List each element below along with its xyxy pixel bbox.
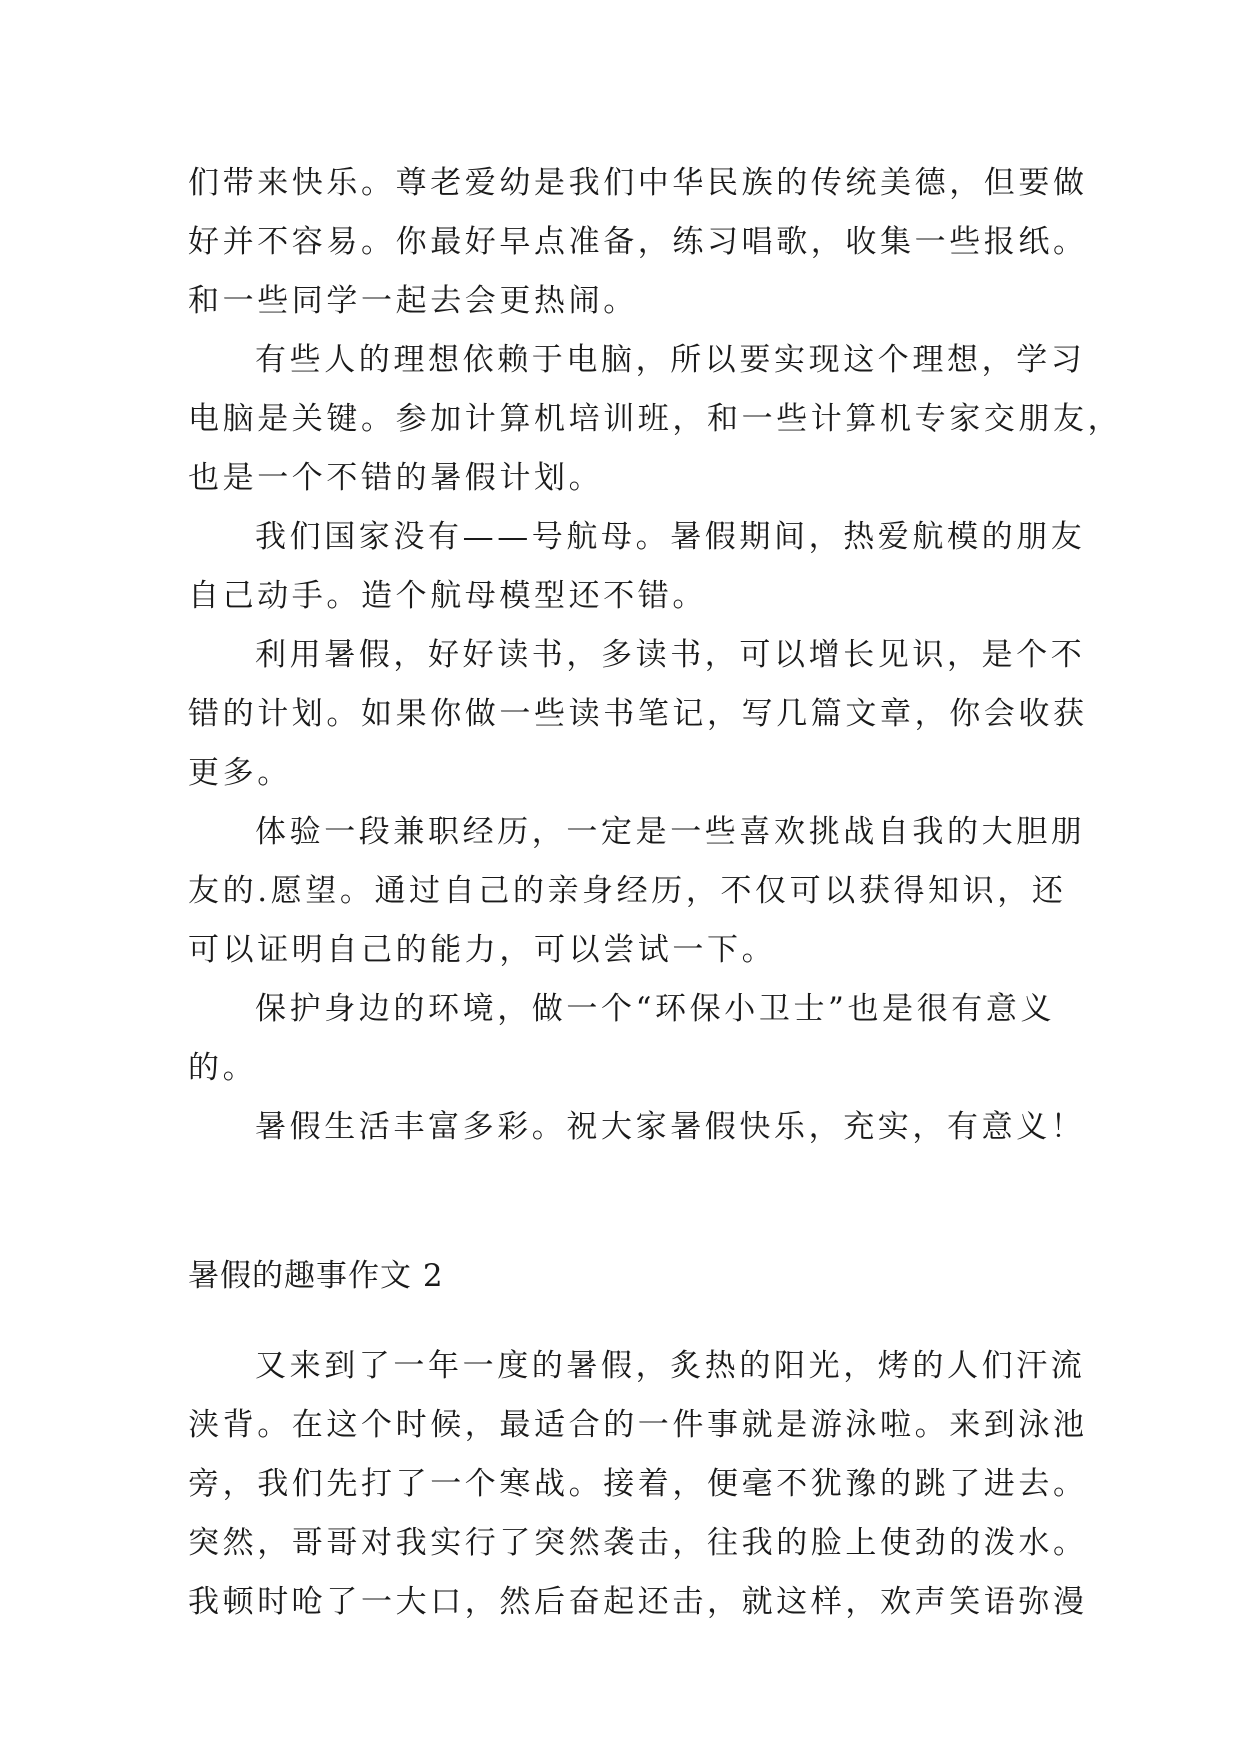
paragraph-start-line: 我们国家没有——号航母。暑假期间，热爱航模的朋友 (255, 519, 1086, 555)
section-spacer (188, 1157, 1068, 1216)
text-line: 可以证明自己的能力，可以尝试一下。 (188, 932, 777, 968)
document-body (188, 154, 1123, 1632)
text-line: 错的计划。如果你做一些读书笔记，写几篇文章，你会收获 (188, 696, 1088, 732)
section-heading: 暑假的趣事作文 2 (188, 1258, 444, 1294)
text-line: 也是一个不错的暑假计划。 (188, 460, 604, 496)
text-line: 自己动手。造个航母模型还不错。 (188, 578, 707, 614)
text-line: 和一些同学一起去会更热闹。 (188, 283, 638, 319)
text-line: 我顿时呛了一大口，然后奋起还击，就这样，欢声笑语弥漫 (188, 1584, 1088, 1620)
paragraph-start-line: 有些人的理想依赖于电脑，所以要实现这个理想，学习 (255, 342, 1086, 378)
text-line: 好并不容易。你最好早点准备，练习唱歌，收集一些报纸。 (188, 224, 1088, 260)
text-line: 们带来快乐。尊老爱幼是我们中华民族的传统美德，但要做 (188, 165, 1088, 201)
text-line: 更多。 (188, 755, 292, 791)
text-line: 旁，我们先打了一个寒战。接着，便毫不犹豫的跳了进去。 (188, 1466, 1088, 1502)
text-line: 浃背。在这个时候，最适合的一件事就是游泳啦。来到泳池 (188, 1407, 1088, 1443)
text-line: 电脑是关键。参加计算机培训班，和一些计算机专家交朋友， (188, 401, 1123, 437)
paragraph-start-line: 体验一段兼职经历，一定是一些喜欢挑战自我的大胆朋 (255, 814, 1086, 850)
paragraph-start-line: 暑假生活丰富多彩。祝大家暑假快乐，充实，有意义！ (255, 1109, 1086, 1145)
paragraph-start-line: 利用暑假，好好读书，多读书，可以增长见识，是个不 (255, 637, 1086, 673)
paragraph-start-line: 又来到了一年一度的暑假，炙热的阳光，烤的人们汗流 (255, 1348, 1086, 1384)
text-line: 的。 (188, 1050, 258, 1086)
paragraph-start-line: 保护身边的环境，做一个“环保小卫士”也是很有意义 (255, 991, 1056, 1027)
text-line: 突然，哥哥对我实行了突然袭击，往我的脸上使劲的泼水。 (188, 1525, 1088, 1561)
text-line: 友的.愿望。通过自己的亲身经历，不仅可以获得知识，还 (188, 873, 1067, 909)
